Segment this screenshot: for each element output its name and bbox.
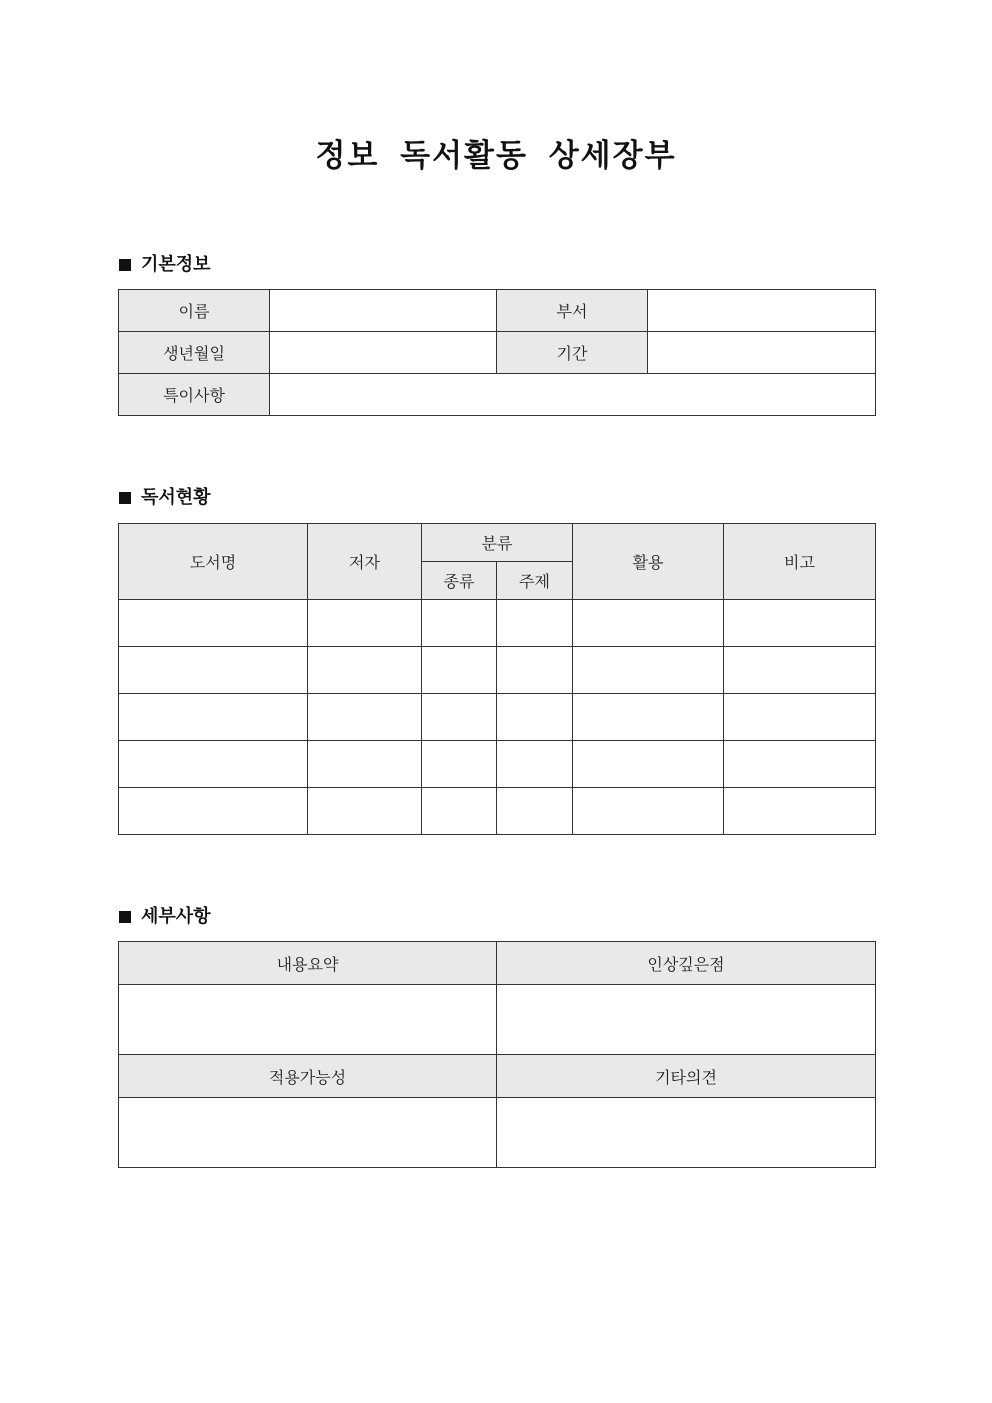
other-opinion-field[interactable] bbox=[497, 1098, 876, 1168]
author-header: 저자 bbox=[308, 524, 422, 600]
department-label: 부서 bbox=[497, 290, 648, 332]
period-field[interactable] bbox=[648, 332, 876, 374]
square-bullet-icon bbox=[119, 259, 131, 271]
remarks-cell[interactable] bbox=[724, 600, 876, 647]
table-row bbox=[119, 694, 876, 741]
period-label: 기간 bbox=[497, 332, 648, 374]
details-body-row bbox=[119, 1098, 876, 1168]
page-title: 정보 독서활동 상세장부 bbox=[315, 138, 677, 174]
category-subject-cell[interactable] bbox=[497, 741, 573, 788]
category-header: 분류 bbox=[422, 524, 573, 562]
reading-status-table bbox=[118, 523, 876, 835]
section-heading-label: 세부사항 bbox=[141, 906, 211, 927]
book-title-cell[interactable] bbox=[119, 741, 308, 788]
category-type-cell[interactable] bbox=[422, 788, 497, 835]
category-type-cell[interactable] bbox=[422, 600, 497, 647]
category-type-header: 종류 bbox=[422, 562, 497, 600]
applicability-header: 적용가능성 bbox=[119, 1055, 497, 1098]
book-title-cell[interactable] bbox=[119, 694, 308, 741]
usage-cell[interactable] bbox=[573, 788, 724, 835]
remarks-cell[interactable] bbox=[724, 647, 876, 694]
name-field[interactable] bbox=[270, 290, 497, 332]
category-type-cell[interactable] bbox=[422, 741, 497, 788]
notes-field[interactable] bbox=[270, 374, 876, 416]
category-type-cell[interactable] bbox=[422, 647, 497, 694]
summary-header: 내용요약 bbox=[119, 942, 497, 985]
remarks-cell[interactable] bbox=[724, 788, 876, 835]
applicability-field[interactable] bbox=[119, 1098, 497, 1168]
usage-header: 활용 bbox=[573, 524, 724, 600]
category-subject-cell[interactable] bbox=[497, 788, 573, 835]
book-title-cell[interactable] bbox=[119, 600, 308, 647]
basic-info-table bbox=[118, 289, 876, 416]
author-cell[interactable] bbox=[308, 788, 422, 835]
category-subject-cell[interactable] bbox=[497, 647, 573, 694]
usage-cell[interactable] bbox=[573, 647, 724, 694]
book-title-cell[interactable] bbox=[119, 647, 308, 694]
summary-field[interactable] bbox=[119, 985, 497, 1055]
notes-label: 특이사항 bbox=[119, 374, 270, 416]
author-cell[interactable] bbox=[308, 600, 422, 647]
basic-info-row bbox=[119, 332, 876, 374]
square-bullet-icon bbox=[119, 492, 131, 504]
section-heading-label: 기본정보 bbox=[141, 254, 211, 275]
birth-label: 생년월일 bbox=[119, 332, 270, 374]
section-heading-details bbox=[119, 906, 211, 928]
book-title-cell[interactable] bbox=[119, 788, 308, 835]
details-body-row bbox=[119, 985, 876, 1055]
usage-cell[interactable] bbox=[573, 694, 724, 741]
table-row bbox=[119, 647, 876, 694]
category-subject-cell[interactable] bbox=[497, 694, 573, 741]
book-title-header: 도서명 bbox=[119, 524, 308, 600]
details-header-row bbox=[119, 1055, 876, 1098]
usage-cell[interactable] bbox=[573, 600, 724, 647]
category-subject-header: 주제 bbox=[497, 562, 573, 600]
author-cell[interactable] bbox=[308, 741, 422, 788]
other-opinion-header: 기타의견 bbox=[497, 1055, 876, 1098]
section-heading-reading-status bbox=[119, 487, 211, 509]
category-type-cell[interactable] bbox=[422, 694, 497, 741]
usage-cell[interactable] bbox=[573, 741, 724, 788]
remarks-cell[interactable] bbox=[724, 694, 876, 741]
section-heading-label: 독서현황 bbox=[141, 487, 211, 508]
impression-header: 인상깊은점 bbox=[497, 942, 876, 985]
name-label: 이름 bbox=[119, 290, 270, 332]
table-row bbox=[119, 788, 876, 835]
remarks-cell[interactable] bbox=[724, 741, 876, 788]
table-row bbox=[119, 741, 876, 788]
author-cell[interactable] bbox=[308, 647, 422, 694]
category-subject-cell[interactable] bbox=[497, 600, 573, 647]
table-row bbox=[119, 600, 876, 647]
birth-field[interactable] bbox=[270, 332, 497, 374]
section-heading-basic-info bbox=[119, 254, 211, 276]
department-field[interactable] bbox=[648, 290, 876, 332]
author-cell[interactable] bbox=[308, 694, 422, 741]
details-header-row bbox=[119, 942, 876, 985]
basic-info-row bbox=[119, 290, 876, 332]
impression-field[interactable] bbox=[497, 985, 876, 1055]
basic-info-row bbox=[119, 374, 876, 416]
square-bullet-icon bbox=[119, 911, 131, 923]
reading-header-row bbox=[119, 524, 876, 562]
remarks-header: 비고 bbox=[724, 524, 876, 600]
details-table bbox=[118, 941, 876, 1168]
